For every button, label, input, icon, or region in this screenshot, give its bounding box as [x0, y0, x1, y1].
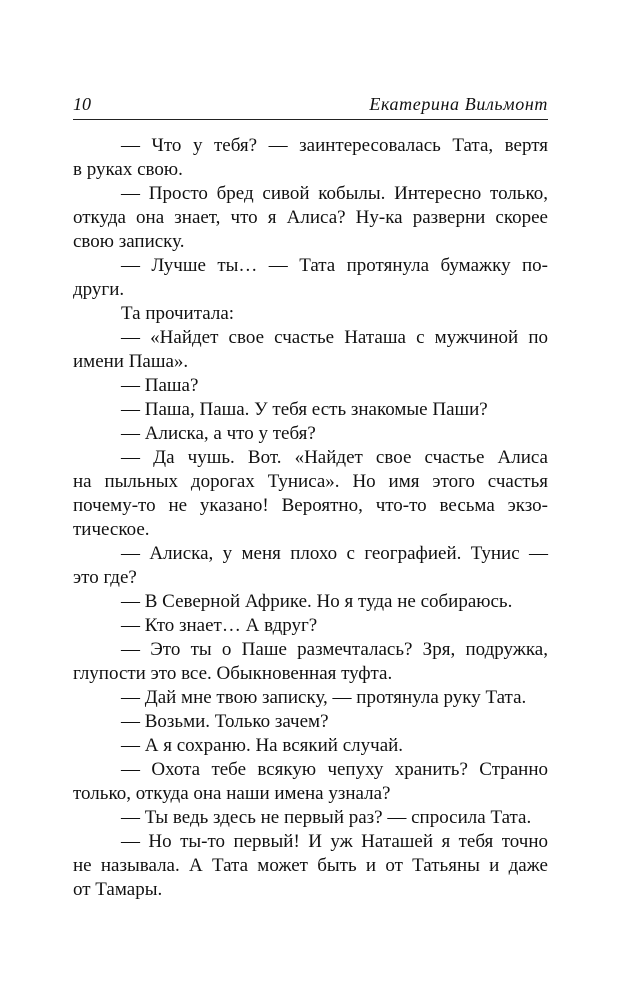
text-line: — А я сохраню. На всякий случай.: [121, 735, 404, 756]
paragraph: [73, 302, 548, 326]
text-line: имени Паша».: [73, 351, 189, 372]
text-line: — Охота тебе всякую чепуху хранить? Странно: [121, 759, 548, 780]
paragraph: [73, 638, 548, 686]
text-line: Та прочитала:: [121, 303, 235, 324]
text-line: — Алиска, а что у тебя?: [121, 423, 316, 444]
text-line: откуда она знает, что я Алиса? Ну-ка разверни скорее: [73, 207, 548, 228]
paragraph: [73, 590, 548, 614]
text-line: — В Северной Африке. Но я туда не собираюсь.: [121, 591, 513, 612]
text-line: в руках свою.: [73, 159, 183, 180]
paragraph: [73, 398, 548, 422]
page-header: [73, 92, 548, 116]
paragraph: [73, 422, 548, 446]
paragraph: [73, 374, 548, 398]
text-line: — Но ты-то первый! И уж Наташей я тебя точно: [121, 831, 548, 852]
page-number: 10: [73, 94, 91, 114]
paragraph: [73, 830, 548, 902]
text-line: на пыльных дорогах Туниса». Но имя этого счастья: [73, 471, 548, 492]
text-line: — Алиска, у меня плохо с географией. Тунис —: [121, 543, 548, 564]
text-line: это где?: [73, 567, 137, 588]
text-line: только, откуда она наши имена узнала?: [73, 783, 391, 804]
text-line: глупости это все. Обыкновенная туфта.: [73, 663, 393, 684]
text-line: — Кто знает… А вдруг?: [121, 615, 318, 636]
paragraph: [73, 134, 548, 182]
text-line: от Тамары.: [73, 879, 163, 900]
paragraph: [73, 446, 548, 542]
text-line: — Ты ведь здесь не первый раз? — спросила Тата.: [121, 807, 532, 828]
paragraph: [73, 710, 548, 734]
text-line: — «Найдет свое счастье Наташа с мужчиной по: [121, 327, 548, 348]
paragraph: [73, 806, 548, 830]
header-rule: [73, 119, 548, 120]
text-line: свою записку.: [73, 231, 185, 252]
paragraph: [73, 758, 548, 806]
paragraph: [73, 254, 548, 302]
paragraph: [73, 542, 548, 590]
text-line: — Возьми. Только зачем?: [121, 711, 329, 732]
body-text: [73, 134, 548, 902]
text-line: — Дай мне твою записку, — протянула руку Тата.: [121, 687, 527, 708]
paragraph: [73, 686, 548, 710]
text-line: почему-то не указано! Вероятно, что-то весьма экзо-: [73, 495, 548, 516]
text-line: — Это ты о Паше размечталась? Зря, подружка,: [121, 639, 548, 660]
running-title: Екатерина Вильмонт: [369, 94, 548, 114]
paragraph: [73, 326, 548, 374]
paragraph: [73, 614, 548, 638]
text-line: — Паша, Паша. У тебя есть знакомые Паши?: [121, 399, 488, 420]
text-line: тическое.: [73, 519, 150, 540]
text-line: други.: [73, 279, 125, 300]
text-line: — Просто бред сивой кобылы. Интересно только,: [121, 183, 548, 204]
text-line: — Что у тебя? — заинтересовалась Тата, вертя: [121, 135, 548, 156]
text-line: — Да чушь. Вот. «Найдет свое счастье Алиса: [121, 447, 548, 468]
text-line: — Лучше ты… — Тата протянула бумажку по-: [121, 255, 548, 276]
paragraph: [73, 734, 548, 758]
text-line: — Паша?: [121, 375, 199, 396]
paragraph: [73, 182, 548, 254]
text-line: не называла. А Тата может быть и от Татьяны и даже: [73, 855, 548, 876]
